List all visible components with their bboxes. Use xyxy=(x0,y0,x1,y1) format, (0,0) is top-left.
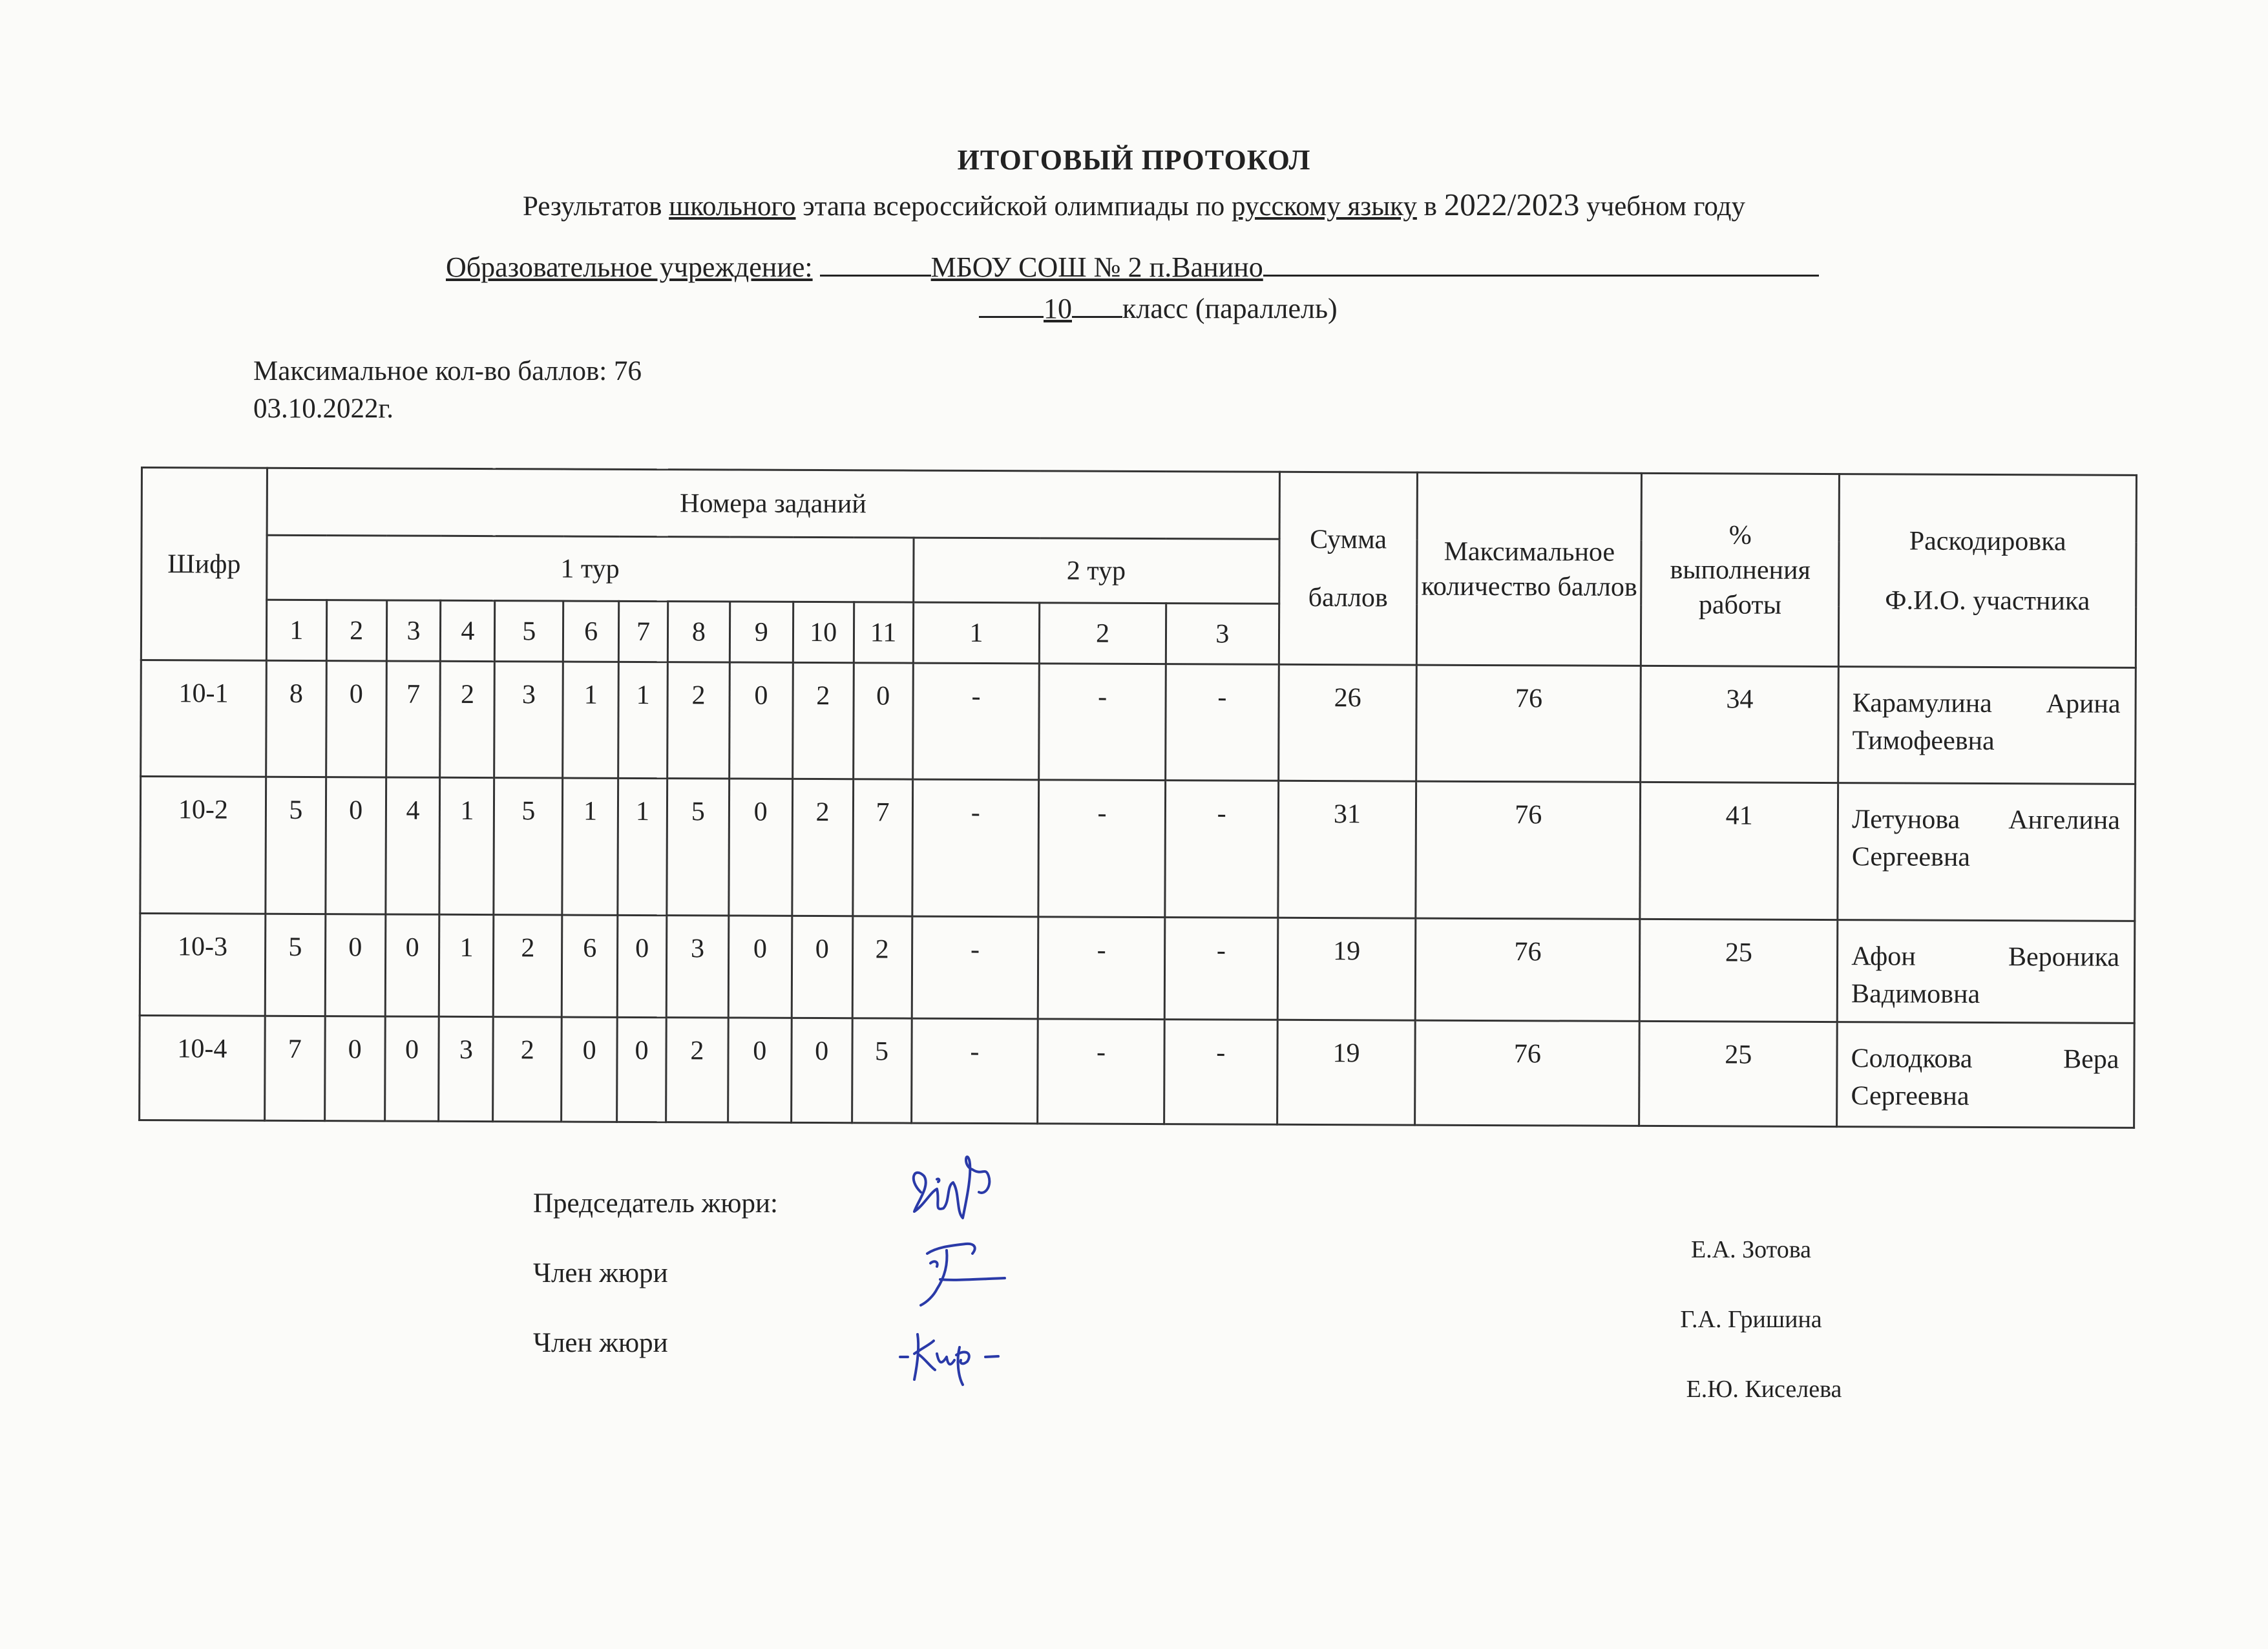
tour1-task-number: 2 xyxy=(326,600,386,661)
chair-signature xyxy=(901,1147,1011,1231)
total-score: 19 xyxy=(1277,1020,1415,1125)
tour2-score: - xyxy=(1038,1019,1164,1124)
blank-line xyxy=(1072,297,1122,318)
tour1-score: 7 xyxy=(386,661,441,777)
tour2-score: - xyxy=(1165,781,1279,918)
tour2-score: - xyxy=(1166,664,1279,781)
table-row xyxy=(140,914,2135,1024)
participant-name: Афон Вероника Вадимовна xyxy=(1837,920,2134,1024)
tour1-task-number: 1 xyxy=(266,600,326,660)
tour1-task-number: 6 xyxy=(563,601,619,662)
subject-name: русскому языку xyxy=(1232,191,1417,222)
table-row xyxy=(140,1015,2135,1128)
tour1-score: 0 xyxy=(324,1016,384,1121)
jury-chair-name: Е.А. Зотова xyxy=(1690,1236,1812,1263)
academic-year: 2022/2023 xyxy=(1444,187,1580,222)
tour1-score: 7 xyxy=(852,779,912,916)
header-fio: Ф.И.О. участника xyxy=(1885,585,2090,616)
tour2-score: - xyxy=(911,1018,1038,1124)
jury-member-2-label: Член жюри xyxy=(533,1328,668,1358)
tour2-score: - xyxy=(912,663,1039,780)
tour1-score: 6 xyxy=(562,915,617,1017)
max-score: 76 xyxy=(1416,665,1641,782)
total-score: 31 xyxy=(1277,781,1416,918)
results-table xyxy=(138,467,2137,1129)
tour1-task-number: 8 xyxy=(667,602,730,662)
institution-name: МБОУ СОШ № 2 п.Ванино xyxy=(930,251,1263,283)
blank-line xyxy=(979,297,1044,318)
document-subtitle xyxy=(0,186,2268,223)
subtitle-part-1: Результатов xyxy=(522,191,669,222)
tour1-score: 2 xyxy=(493,1017,562,1122)
tour2-task-number: 2 xyxy=(1040,603,1166,664)
tour1-score: 0 xyxy=(729,662,793,779)
tour2-score: - xyxy=(1164,1020,1277,1125)
participant-code: 10-1 xyxy=(141,660,267,777)
tour1-score: 3 xyxy=(666,916,728,1018)
tour1-task-number: 4 xyxy=(441,600,495,661)
tour1-score: 0 xyxy=(792,916,853,1018)
header-tour-1: 1 тур xyxy=(267,535,914,602)
stage-name: школьного xyxy=(669,191,796,222)
tour1-score: 0 xyxy=(326,661,386,777)
member-1-signature xyxy=(901,1228,1018,1312)
tour1-score: 0 xyxy=(853,663,913,779)
tour1-score: 2 xyxy=(792,662,854,779)
member-2-signature xyxy=(895,1308,1018,1392)
tour1-score: 0 xyxy=(562,1017,617,1122)
header-percent xyxy=(1641,473,1840,666)
header-task-numbers: Номера заданий xyxy=(267,468,1279,539)
subtitle-part-3: в xyxy=(1416,191,1444,222)
tour1-score: 2 xyxy=(852,916,912,1018)
tour2-score: - xyxy=(1038,917,1164,1020)
jury-member-1-label: Член жюри xyxy=(533,1258,668,1288)
participant-name: Летунова Ангелина Сергеевна xyxy=(1838,783,2136,921)
tour2-score: - xyxy=(1039,664,1166,781)
tour1-task-number: 7 xyxy=(618,601,667,662)
tour2-score: - xyxy=(1164,918,1277,1020)
tour1-score: 0 xyxy=(384,1016,439,1121)
blank-line xyxy=(1263,255,1819,277)
tour2-score: - xyxy=(912,916,1038,1019)
participant-code: 10-3 xyxy=(140,914,265,1016)
tour2-score: - xyxy=(912,779,1039,917)
grade-value: 10 xyxy=(1044,293,1072,324)
table-row xyxy=(141,660,2136,784)
header-sum xyxy=(1279,472,1418,665)
tour1-task-number: 3 xyxy=(386,600,441,661)
max-score: 76 xyxy=(1416,918,1640,1021)
institution-line xyxy=(446,251,1819,284)
tour1-score: 2 xyxy=(667,662,730,779)
tour1-score: 0 xyxy=(385,914,439,1016)
subtitle-part-4: учебном году xyxy=(1579,191,1746,222)
completion-percent: 25 xyxy=(1639,1021,1838,1126)
tour1-score: 0 xyxy=(326,777,386,914)
tour1-score: 0 xyxy=(791,1018,852,1122)
header-tour-2: 2 тур xyxy=(913,538,1279,604)
tour1-score: 5 xyxy=(494,778,563,915)
participant-name: Карамулина Арина Тимофеевна xyxy=(1838,667,2136,784)
tour1-score: 2 xyxy=(666,1018,728,1122)
tour1-score: 0 xyxy=(617,1017,667,1122)
participant-name: Солодкова Вера Сергеевна xyxy=(1837,1022,2134,1128)
grade-line xyxy=(979,292,1338,325)
tour1-task-number: 9 xyxy=(730,602,793,662)
tour1-score: 0 xyxy=(729,779,793,916)
header-decoding xyxy=(1839,474,2137,668)
max-score: 76 xyxy=(1415,1020,1639,1126)
header-code: Шифр xyxy=(141,468,267,661)
tour1-score: 0 xyxy=(728,916,792,1018)
document-title: ИТОГОВЫЙ ПРОТОКОЛ xyxy=(957,144,1311,176)
header-percent-text: выполнения работы xyxy=(1670,554,1811,620)
tour1-score: 5 xyxy=(667,779,730,916)
completion-percent: 41 xyxy=(1640,782,1838,919)
tour1-task-number: 5 xyxy=(495,601,563,662)
subtitle-part-2: этапа всероссийской олимпиады по xyxy=(795,191,1232,222)
jury-member-1-name: Г.А. Гришина xyxy=(1680,1306,1822,1333)
protocol-date: 03.10.2022г. xyxy=(253,394,394,424)
header-sum-line1: Сумма xyxy=(1310,524,1387,554)
jury-chair-label: Председатель жюри: xyxy=(533,1188,778,1219)
tour1-score: 5 xyxy=(852,1018,912,1123)
tour1-score: 0 xyxy=(728,1018,791,1122)
table-row xyxy=(140,777,2136,921)
tour1-score: 1 xyxy=(563,662,619,778)
participant-code: 10-2 xyxy=(140,777,266,914)
tour1-score: 8 xyxy=(266,660,327,777)
tour1-score: 0 xyxy=(325,914,385,1016)
completion-percent: 25 xyxy=(1640,919,1838,1022)
total-score: 19 xyxy=(1277,918,1416,1020)
jury-member-2-name: Е.Ю. Киселева xyxy=(1686,1376,1842,1403)
tour2-score: - xyxy=(1038,780,1166,918)
tour1-score: 7 xyxy=(264,1016,324,1120)
tour1-score: 3 xyxy=(494,662,563,778)
tour1-score: 1 xyxy=(618,778,667,915)
header-sum-line2: баллов xyxy=(1308,582,1388,613)
completion-percent: 34 xyxy=(1641,666,1839,782)
header-percent-sign: % xyxy=(1728,520,1752,551)
tour1-score: 2 xyxy=(440,661,495,777)
results-body xyxy=(140,660,2136,1128)
tour1-score: 2 xyxy=(792,779,854,916)
tour1-score: 1 xyxy=(439,777,494,914)
institution-label: Образовательное учреждение: xyxy=(446,251,813,283)
tour1-score: 1 xyxy=(618,662,668,778)
header-max-points: Максимальное количество баллов xyxy=(1417,472,1642,666)
tour2-task-number: 3 xyxy=(1166,604,1279,665)
tour1-task-number: 11 xyxy=(854,602,913,663)
blank-line xyxy=(820,255,931,277)
tour1-score: 3 xyxy=(439,1016,494,1121)
tour1-score: 2 xyxy=(494,915,562,1017)
header-decoding-title: Раскодировка xyxy=(1909,526,2066,556)
tour1-score: 5 xyxy=(266,777,326,914)
tour1-score: 4 xyxy=(385,777,440,914)
tour1-task-number: 10 xyxy=(793,602,854,662)
grade-label: класс (параллель) xyxy=(1122,293,1338,324)
tour1-score: 5 xyxy=(265,914,325,1016)
tour1-score: 0 xyxy=(617,915,666,1017)
max-points: Максимальное кол-во баллов: 76 xyxy=(253,356,642,386)
max-score: 76 xyxy=(1416,781,1641,919)
participant-code: 10-4 xyxy=(140,1015,265,1120)
tour1-score: 1 xyxy=(562,778,618,915)
tour1-score: 1 xyxy=(439,914,494,1016)
total-score: 26 xyxy=(1278,664,1417,781)
tour2-task-number: 1 xyxy=(913,602,1040,664)
